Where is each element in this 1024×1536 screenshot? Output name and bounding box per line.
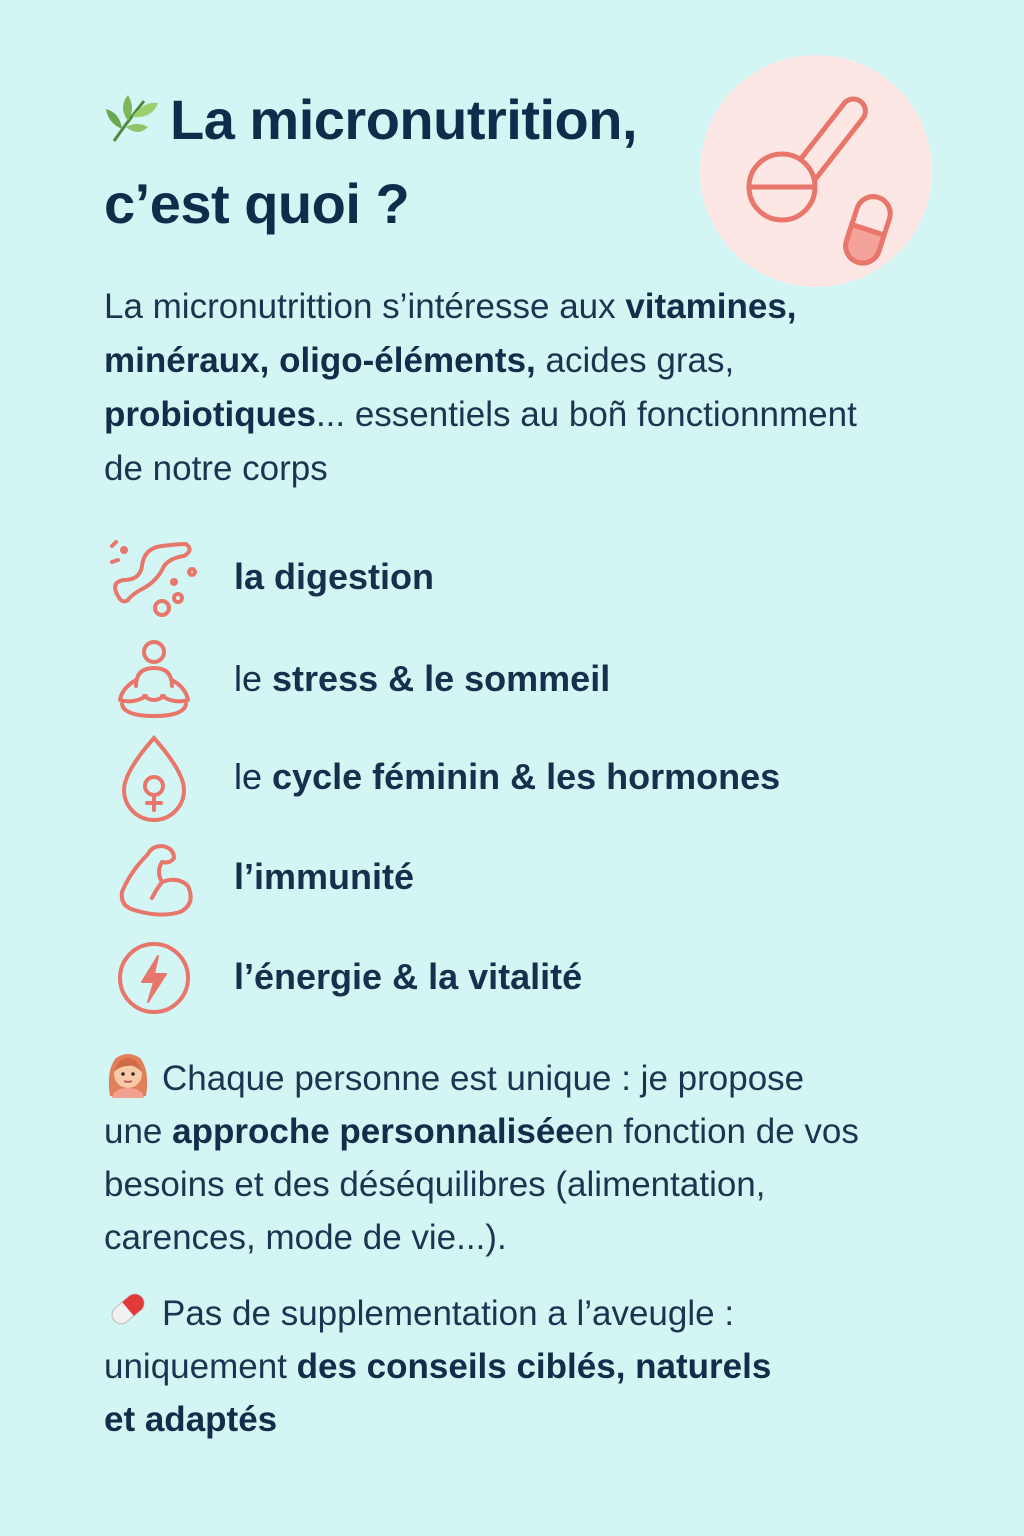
topic-item-immunity xyxy=(104,832,984,922)
topic-item-digestion xyxy=(104,532,984,622)
topic-item-cycle-hormones xyxy=(104,732,984,822)
title-text-1: La micronutrition, xyxy=(170,88,637,151)
spoon-capsule-icon xyxy=(700,55,932,287)
intro-paragraph: La micronutrittion s’intéresse aux vitamines, minéraux, oligo-éléments, acides gras, probiotiques... essentiels au boñ fonctionnment de notre corps xyxy=(104,287,857,488)
meditation-icon xyxy=(104,634,200,724)
topic-label: l’énergie & la vitalité xyxy=(234,956,583,997)
supplement-badge xyxy=(700,55,932,287)
topic-label: la digestion xyxy=(234,556,435,597)
topic-item-stress-sleep xyxy=(104,634,984,724)
title-line-1 xyxy=(104,78,724,162)
title-line-2: c’est quoi ? xyxy=(104,172,410,235)
woman-emoji-icon xyxy=(104,1050,152,1098)
topic-label: l’immunité xyxy=(234,856,415,897)
topic-label: le stress & le sommeil xyxy=(234,658,611,699)
pill-emoji-icon xyxy=(104,1285,152,1333)
leaf-icon xyxy=(104,91,160,147)
intestine-icon xyxy=(104,532,200,622)
female-drop-icon xyxy=(104,732,200,822)
unique-paragraph: Chaque personne est unique : je propose une approche personnaliséeen fonction de vos besoins et des déséquilibres (alimentation, carences, mode de vie...). xyxy=(104,1050,964,1264)
supplement-paragraph: Pas de supplementation a l’aveugle : uniquement des conseils ciblés, naturels et adaptés xyxy=(104,1285,964,1446)
page-title xyxy=(104,78,724,246)
topic-item-energy xyxy=(104,932,984,1022)
lightning-icon xyxy=(104,932,200,1022)
topic-label: le cycle féminin & les hormones xyxy=(234,756,781,797)
muscle-arm-icon xyxy=(104,832,200,922)
